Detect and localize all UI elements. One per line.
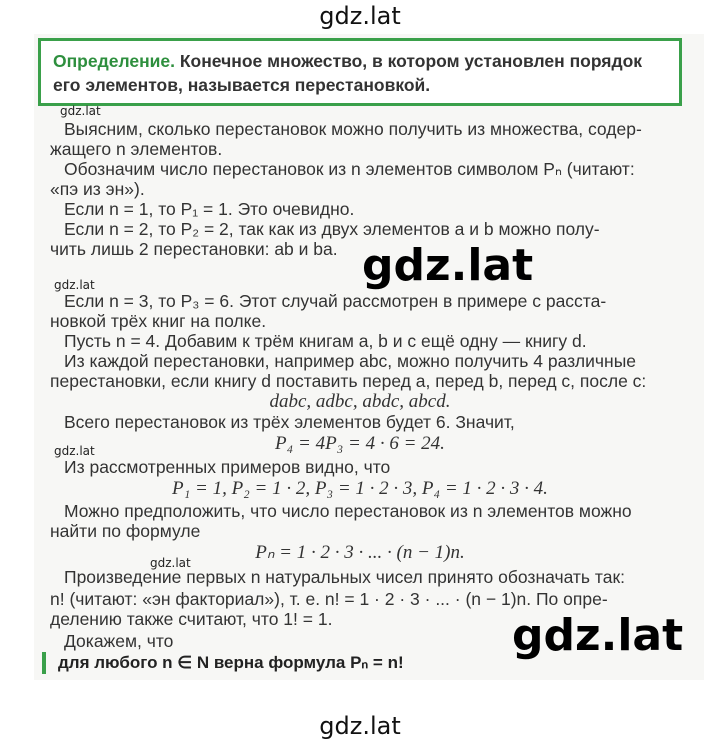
watermark-small: gdz.lat [54, 278, 95, 292]
text-line: n! (читают: «эн факториал»), т. е. n! = 1 · 2 · 3 · ... · (n − 1)n. По опре- [50, 589, 608, 609]
watermark-top: gdz.lat [319, 2, 401, 30]
watermark-small: gdz.lat [54, 444, 95, 458]
formula-line: P₁ = 1, P₂ = 1 · 2, P₃ = 1 · 2 · 3, P₄ = 1 · 2 · 3 · 4. [172, 478, 548, 499]
text-line: Произведение первых n натуральных чисел принято обозначать так: [64, 567, 625, 587]
watermark-large: gdz.lat [362, 240, 534, 291]
text-line: Если n = 3, то P₃ = 6. Этот случай рассмотрен в примере с расста- [64, 291, 607, 311]
text-line: Из каждой перестановки, например abc, можно получить 4 различные [64, 351, 637, 371]
text-line: найти по формуле [50, 521, 201, 541]
watermark-large: gdz.lat [512, 610, 684, 661]
text-line: перестановки, если книгу d поставить перед a, перед b, перед c, после c: [50, 371, 647, 391]
text-line: Если n = 1, то P₁ = 1. Это очевидно. [64, 199, 355, 219]
formula-line: dabc, adbc, abdc, abcd. [269, 391, 451, 412]
text-line: новкой трёх книг на полке. [50, 311, 267, 331]
definition-text: Конечное множество, в котором установлен порядок его элементов, называется перестановкой. [53, 51, 643, 95]
text-line: делению также считают, что 1! = 1. [50, 609, 333, 629]
text-line: Выясним, сколько перестановок можно получить из множества, содер- [64, 119, 642, 139]
text-line: Если n = 2, то P₂ = 2, так как из двух элементов a и b можно полу- [64, 219, 600, 239]
text-line: «пэ из эн»). [50, 179, 145, 199]
watermark-small: gdz.lat [60, 104, 101, 118]
text-line: Можно предположить, что число перестановок из n элементов можно [64, 501, 632, 521]
watermark-small: gdz.lat [150, 556, 191, 570]
text-line: Пусть n = 4. Добавим к трём книгам a, b и c ещё одну — книгу d. [64, 331, 587, 351]
formula-line: Pₙ = 1 · 2 · 3 · ... · (n − 1)n. [255, 542, 465, 563]
watermark-bottom: gdz.lat [319, 712, 401, 740]
definition-label: Определение. [53, 51, 175, 71]
text-line: чить лишь 2 перестановки: ab и ba. [50, 239, 338, 259]
formula-line: P₄ = 4P₃ = 4 · 6 = 24. [275, 433, 445, 454]
text-line: Из рассмотренных примеров видно, что [64, 457, 391, 477]
text-line: жащего n элементов. [50, 139, 223, 159]
text-line: Обозначим число перестановок из n элементов символом Pₙ (читают: [64, 159, 635, 179]
text-line: Всего перестановок из трёх элементов будет 6. Значит, [64, 412, 515, 432]
definition-box [38, 38, 682, 106]
theorem-statement: для любого n ∈ N верна формула Pₙ = n! [42, 652, 404, 674]
text-line: Докажем, что [64, 631, 174, 651]
